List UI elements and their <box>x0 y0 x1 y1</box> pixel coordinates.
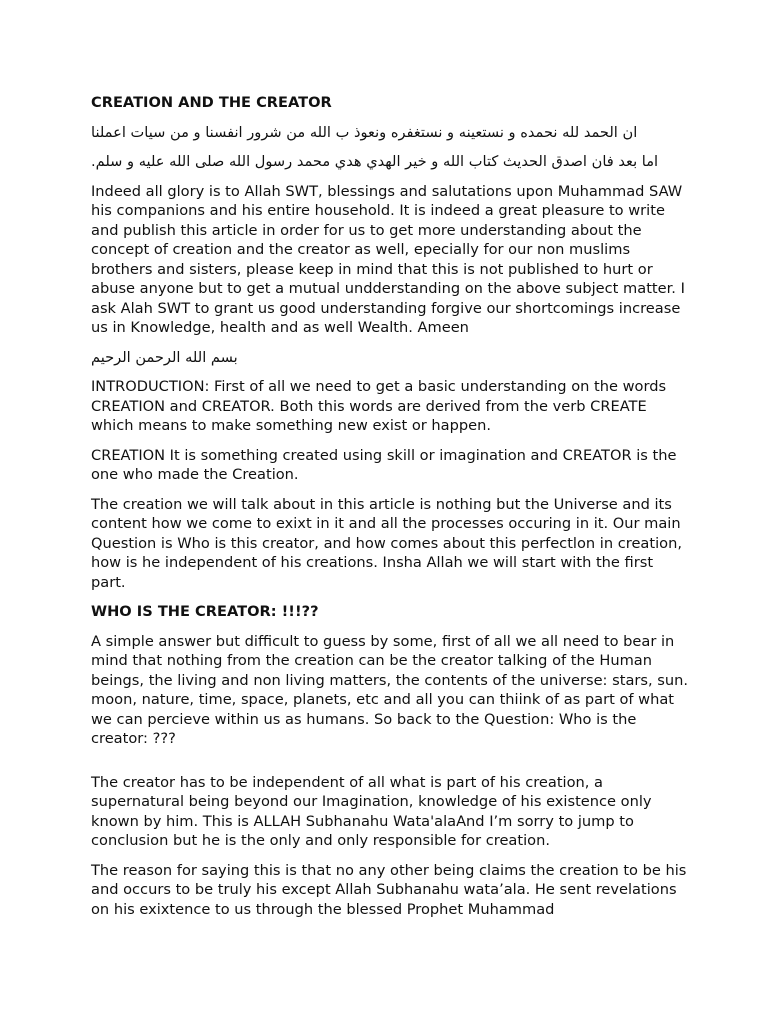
independent-paragraph: The creator has to be independent of all what is part of his creation, a supernatural being beyond our Imagination, knowledge of his existence only known by him. This is ALLAH Subhanahu Wata'alaAnd I’m sorry to jump to conclusion but he is the only and only responsible for creation. <box>91 773 652 849</box>
reason-paragraph: The reason for saying this is that no any other being claims the creation to be his and occurs to be truly his except Allah Subhanahu wata’ala. He sent revelations on his exixtence to us through the blessed Prophet Muhammad <box>91 861 687 918</box>
arabic-opening-line-1: ان الحمد لله نحمده و نستعينه و نستغفره ونعوذ ب الله من شرور انفسنا و من سيات اعملنا <box>91 123 638 141</box>
arabic-opening-line-2: اما بعد فان اصدق الحديث كتاب الله و خير الهدي هدي محمد رسول الله صلى الله عليه و سلم. <box>91 153 659 170</box>
intro-paragraph: Indeed all glory is to Allah SWT, blessings and salutations upon Muhammad SAW his companions and his entire household. It is indeed a great pleasure to write and publish this article in order for us to get more understanding about the concept of creation and the creator as well, epecially for our non muslims brothers and sisters, please keep in mind that this is not published to hurt or abuse anyone but to get a mutual undderstanding on the above subject matter. I ask Alah SWT to grant us good understanding forgive our shortcomings increase us in Knowledge, health and as well Wealth. Ameen <box>91 182 685 336</box>
section-heading: WHO IS THE CREATOR: !!!?? <box>91 603 319 620</box>
document-title: CREATION AND THE CREATOR <box>91 94 332 111</box>
document-body <box>91 93 691 929</box>
definition-paragraph: CREATION It is something created using skill or imagination and CREATOR is the one who made the Creation. <box>91 446 677 483</box>
answer-paragraph: A simple answer but difficult to guess by some, first of all we all need to bear in mind that nothing from the creation can be the creator talking of the Human beings, the living and non living matters, the contents of the universe: stars, sun. moon, nature, time, space, planets, etc and all you can thiink of as part of what we can percieve within us as humans. So back to the Question: Who is the creator: ??? <box>91 632 689 747</box>
basmala-line: بسم الله الرحمن الرحيم <box>91 348 238 366</box>
universe-paragraph: The creation we will talk about in this article is nothing but the Universe and its content how we come to exixt in it and all the processes occuring in it. Our main Question is Who is this creator, and how comes about this perfectlon in creation, how is he independent of his creations. Insha Allah we will start with the first part. <box>91 495 682 591</box>
introduction-paragraph: INTRODUCTION: First of all we need to get a basic understanding on the words CREATION and CREATOR. Both this words are derived from the verb CREATE which means to make something new exist or happen. <box>91 378 667 434</box>
